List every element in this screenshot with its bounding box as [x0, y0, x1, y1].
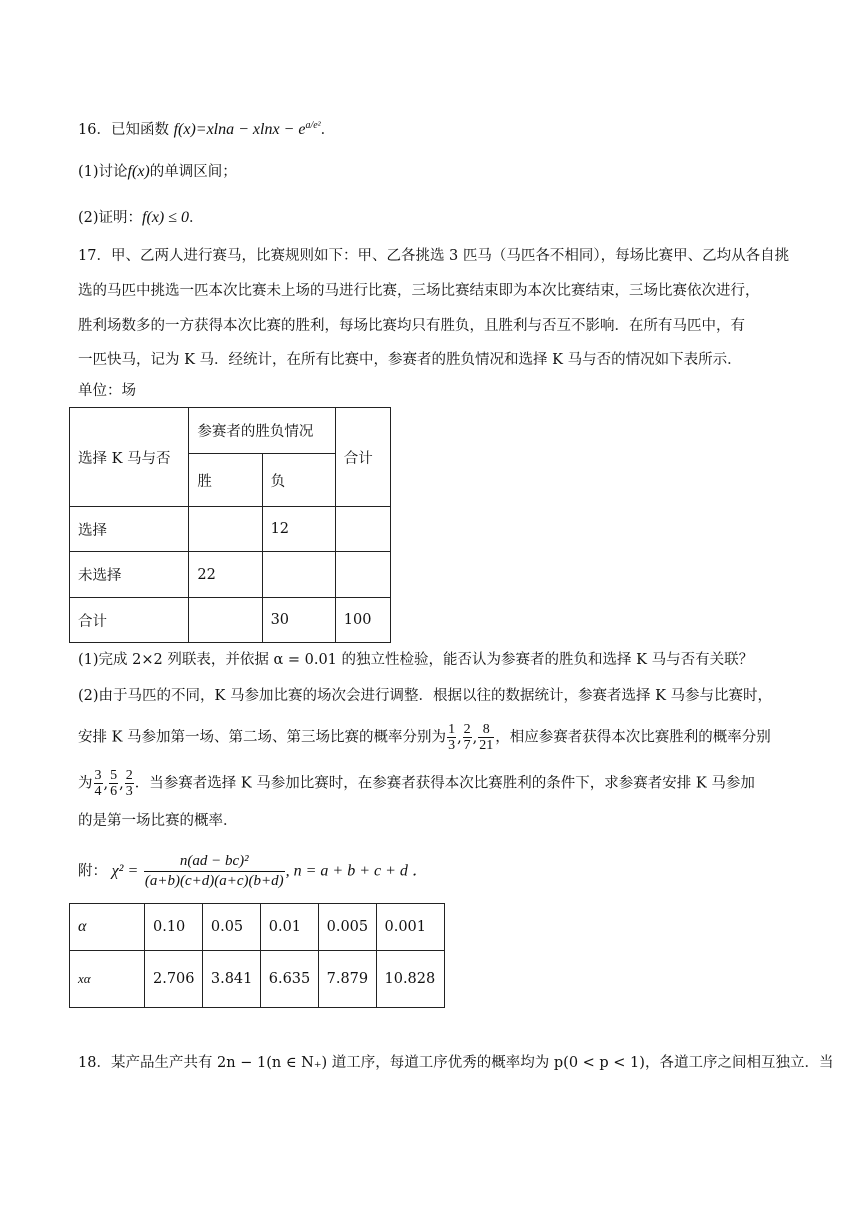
cell-total: [335, 552, 390, 598]
q16-part2: [78, 207, 204, 229]
fraction: [447, 722, 456, 753]
fraction-separator: ,: [457, 729, 462, 746]
fraction-denominator: 7: [463, 738, 471, 753]
chi-fraction: [144, 852, 285, 891]
alpha-value: 0.001: [376, 904, 445, 951]
alpha-value: 0.05: [202, 904, 260, 951]
fraction-numerator: 1: [448, 722, 456, 737]
fraction: [109, 768, 118, 799]
fraction-numerator: 2: [463, 722, 471, 737]
appendix-label: 附：: [78, 863, 107, 880]
cell-lose: 30: [262, 598, 335, 643]
header-total: 合计: [335, 408, 390, 507]
alpha-value: 0.01: [260, 904, 318, 951]
fraction-separator: ,: [119, 775, 124, 792]
q16-formula: f(x)=xlna − xlnx − e: [173, 120, 306, 138]
prob-fractions-1: [446, 722, 495, 753]
q17-part2-line4: 的是第一场比赛的概率．: [78, 813, 238, 829]
cell-win: [189, 507, 262, 552]
chi-numerator: n(ad − bc)²: [144, 852, 285, 872]
q17-part2-line2: [78, 722, 771, 753]
cell-win: [189, 598, 262, 643]
fraction-denominator: 6: [110, 784, 118, 799]
unit-label: 单位：场: [78, 383, 136, 399]
critical-value: 2.706: [145, 951, 203, 1008]
fraction: [94, 768, 103, 799]
critical-value-table: [69, 903, 445, 1008]
header-result: 参赛者的胜负情况: [189, 408, 335, 454]
critical-value: 7.879: [318, 951, 376, 1008]
q17-part2-line3-b: ．当参赛者选择 K 马参加比赛时，在参赛者获得本次比赛胜利的条件下，求参赛者安排 K 马参加: [134, 775, 755, 792]
q17-part1: (1)完成 2×2 列联表，并依据 α = 0.01 的独立性检验，能否认为参赛者的胜负和选择 K 马与否有关联？: [78, 652, 754, 668]
fraction-denominator: 4: [94, 784, 102, 799]
chi-square-formula: [78, 852, 428, 891]
q16-part1-text-a: (1)讨论: [78, 164, 128, 180]
table-row: [70, 552, 391, 598]
q16-intro: 16．已知函数: [78, 121, 169, 138]
table-row: [70, 507, 391, 552]
critical-value: 10.828: [376, 951, 445, 1008]
fraction: [125, 768, 134, 799]
q16-end: ．: [320, 121, 336, 138]
fraction-numerator: 8: [478, 722, 494, 738]
q16-part1-text-b: 的单调区间；: [149, 164, 237, 180]
q17-line-2: 选的马匹中挑选一匹本次比赛未上场的马进行比赛，三场比赛结束即为本次比赛结束，三场比赛依次进行，: [78, 283, 760, 299]
q16-part2-fx: f(x) ≤ 0: [142, 209, 190, 226]
row-label: 合计: [70, 598, 189, 643]
chi-lhs: χ² =: [111, 862, 139, 880]
q17-part2-line1: (2)由于马匹的不同，K 马参加比赛的场次会进行调整．根据以往的数据统计，参赛者选择 K 马参与比赛时，: [78, 688, 773, 704]
header-lose: 负: [262, 454, 335, 507]
fraction: [478, 722, 494, 753]
q17-part2-line2-b: ，相应参赛者获得本次比赛胜利的概率分别: [495, 729, 771, 746]
q17-line-4: 一匹快马，记为 K 马．经统计，在所有比赛中，参赛者的胜负情况和选择 K 马与否的情况如下表所示．: [78, 352, 742, 368]
critical-value: 3.841: [202, 951, 260, 1008]
q17-part2-line2-a: 安排 K 马参加第一场、第二场、第三场比赛的概率分别为: [78, 729, 447, 746]
cell-lose: 12: [262, 507, 335, 552]
contingency-table: [69, 407, 391, 643]
fraction: [463, 722, 472, 753]
fraction-numerator: 3: [94, 768, 102, 783]
fraction-numerator: 2: [125, 768, 133, 783]
prob-fractions-2: [93, 768, 135, 799]
q16-exponent: a/e²: [305, 120, 321, 131]
chi-denominator: (a+b)(c+d)(a+c)(b+d): [144, 873, 284, 889]
header-win: 胜: [189, 454, 262, 507]
q16-part2-text-a: (2)证明：: [78, 210, 143, 226]
fraction-denominator: 3: [448, 738, 456, 753]
fraction-denominator: 21: [479, 738, 494, 753]
fraction-numerator: 5: [110, 768, 118, 783]
fraction-separator: ,: [103, 775, 109, 792]
cell-lose: [262, 552, 335, 598]
fraction-separator: ,: [472, 729, 478, 746]
q17-line-1: 17．甲、乙两人进行赛马，比赛规则如下：甲、乙各挑选 3 匹马（马匹各不相同），每场比赛甲、乙均从各自挑: [78, 248, 790, 264]
alpha-value: 0.005: [318, 904, 376, 951]
q18-line-1: 18．某产品生产共有 2n − 1(n ∈ N₊) 道工序，每道工序优秀的概率均为 p(0 < p < 1)，各道工序之间相互独立．当: [78, 1055, 834, 1071]
q17-part2-line3: [78, 768, 755, 799]
q16-part1: [78, 161, 237, 183]
critical-value: 6.635: [260, 951, 318, 1008]
q16-part1-fx: f(x): [127, 163, 150, 180]
table-row: [70, 598, 391, 643]
q17-line-3: 胜利场数多的一方获得本次比赛的胜利，每场比赛均只有胜负，且胜利与否互不影响．在所有马匹中，有: [78, 318, 745, 334]
row-label: 选择: [70, 507, 189, 552]
cell-total: 100: [335, 598, 390, 643]
x-alpha-label: xα: [70, 951, 145, 1008]
row-label: 未选择: [70, 552, 189, 598]
q16-part2-text-b: ．: [189, 210, 204, 226]
cell-win: 22: [189, 552, 262, 598]
chi-tail: , n = a + b + c + d ．: [285, 862, 428, 880]
alpha-value: 0.10: [145, 904, 203, 951]
fraction-denominator: 3: [125, 784, 133, 799]
cell-total: [335, 507, 390, 552]
alpha-label: α: [70, 904, 145, 951]
q16-stem: [78, 115, 335, 141]
header-select-k: 选择 K 马与否: [70, 408, 189, 507]
q17-part2-line3-a: 为: [78, 775, 93, 792]
